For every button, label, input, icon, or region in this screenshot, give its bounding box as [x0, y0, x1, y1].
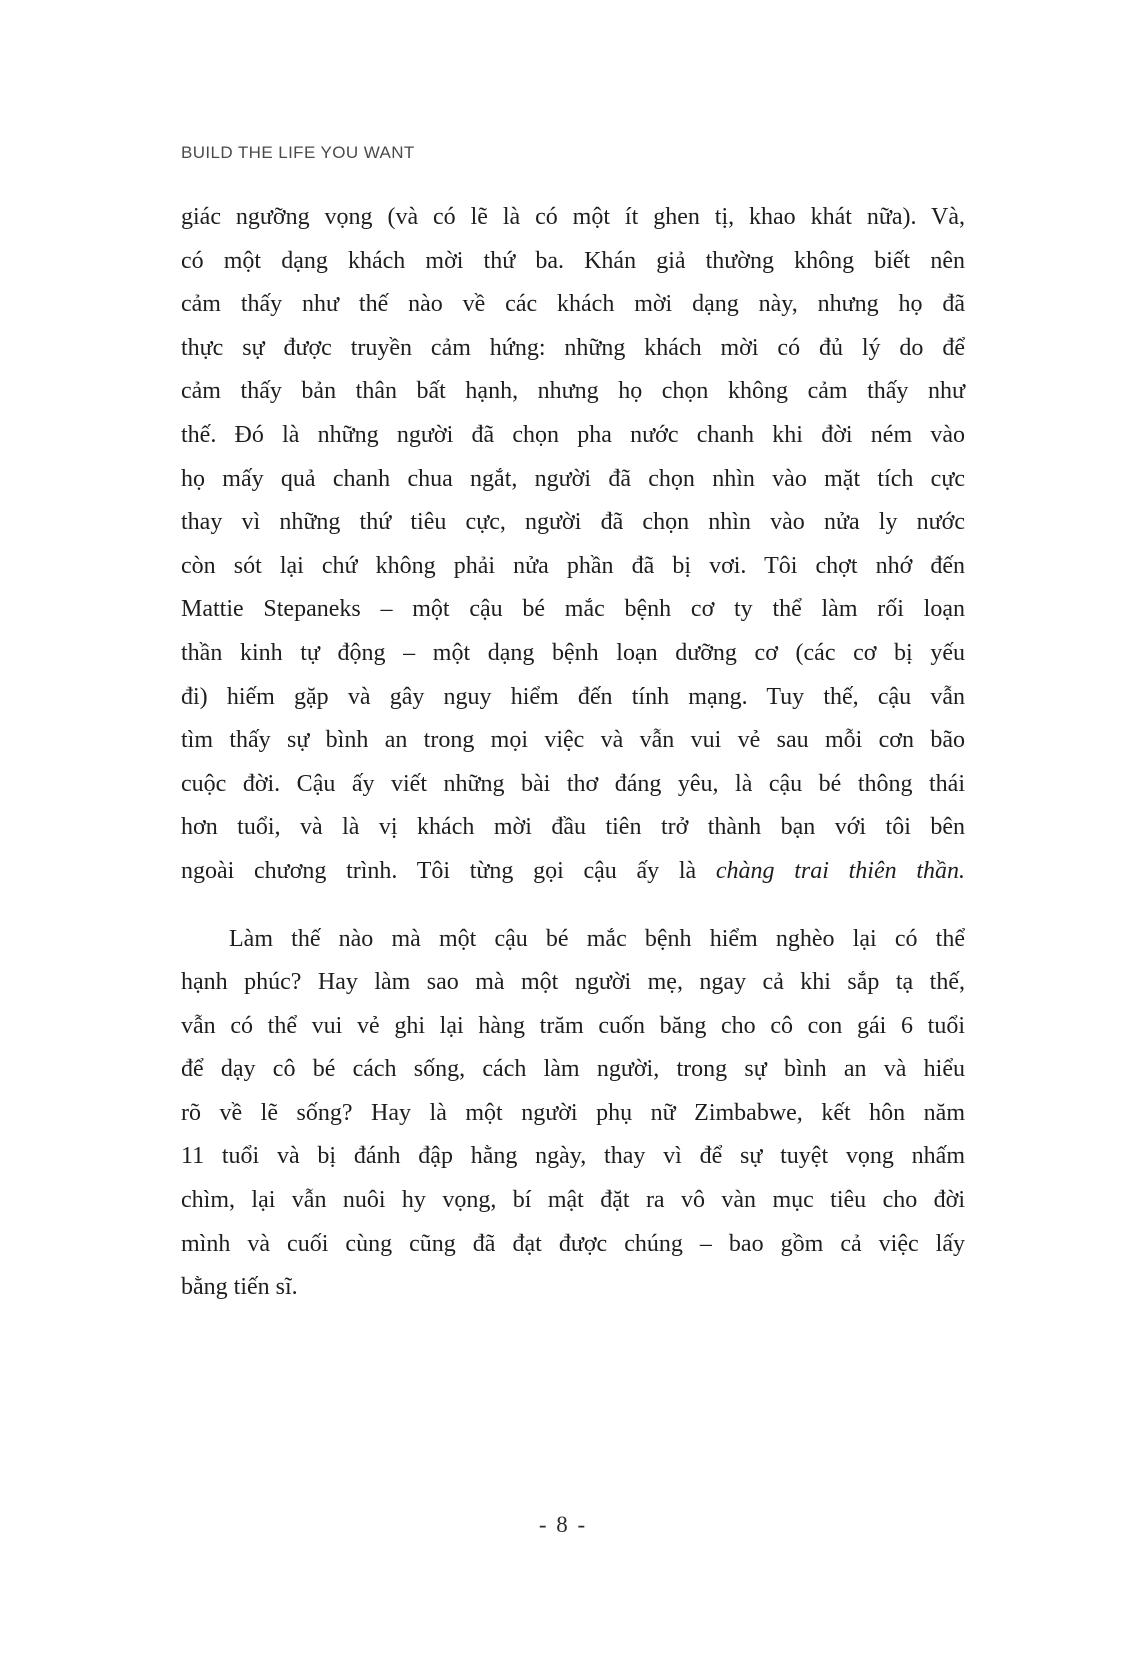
text-line: đi) hiếm gặp và gây nguy hiểm đến tính mạng. Tuy thế, cậu vẫn [181, 683, 965, 710]
text-line: thay vì những thứ tiêu cực, người đã chọn nhìn vào nửa ly nước [181, 509, 965, 536]
text-line: có một dạng khách mời thứ ba. Khán giả thường không biết nên [181, 247, 965, 274]
text-line [181, 850, 965, 894]
body-text [181, 196, 965, 1310]
running-header: BUILD THE LIFE YOU WANT [181, 143, 415, 162]
paragraph [181, 196, 965, 894]
page-number: - 8 - [538, 1512, 588, 1537]
text-line: hạnh phúc? Hay làm sao mà một người mẹ, ngay cả khi sắp tạ thế, [181, 969, 965, 996]
text-line: cuộc đời. Cậu ấy viết những bài thơ đáng yêu, là cậu bé thông thái [181, 770, 965, 797]
text-line: tìm thấy sự bình an trong mọi việc và vẫn vui vẻ sau mỗi cơn bão [181, 727, 965, 754]
text-line: họ mấy quả chanh chua ngắt, người đã chọn nhìn vào mặt tích cực [181, 465, 965, 492]
text-line: vẫn có thể vui vẻ ghi lại hàng trăm cuốn băng cho cô con gái 6 tuổi [181, 1012, 965, 1039]
text-line: còn sót lại chứ không phải nửa phần đã bị vơi. Tôi chợt nhớ đến [181, 552, 965, 579]
text-line: chìm, lại vẫn nuôi hy vọng, bí mật đặt ra vô vàn mục tiêu cho đời [181, 1187, 965, 1214]
text-line: Làm thế nào mà một cậu bé mắc bệnh hiểm nghèo lại có thể [229, 925, 965, 952]
text-line: thần kinh tự động – một dạng bệnh loạn dưỡng cơ (các cơ bị yếu [181, 639, 965, 666]
text-line: để dạy cô bé cách sống, cách làm người, trong sự bình an và hiểu [181, 1056, 965, 1083]
text-line: giác ngưỡng vọng (và có lẽ là có một ít ghen tị, khao khát nữa). Và, [181, 204, 965, 230]
text-line: Mattie Stepaneks – một cậu bé mắc bệnh cơ ty thể làm rối loạn [181, 596, 965, 623]
text-line: thế. Đó là những người đã chọn pha nước chanh khi đời ném vào [181, 421, 965, 448]
text-line: thực sự được truyền cảm hứng: những khách mời có đủ lý do để [181, 334, 965, 361]
text-line: cảm thấy bản thân bất hạnh, nhưng họ chọn không cảm thấy như [181, 378, 965, 405]
text-line: rõ về lẽ sống? Hay là một người phụ nữ Zimbabwe, kết hôn năm [181, 1099, 965, 1126]
text-line: 11 tuổi và bị đánh đập hằng ngày, thay vì để sự tuyệt vọng nhấm [181, 1143, 965, 1170]
text-line: bằng tiến sĩ. [181, 1274, 298, 1301]
text-line: cảm thấy như thế nào về các khách mời dạng này, nhưng họ đã [181, 291, 965, 318]
text-segment: ngoài chương trình. Tôi từng gọi cậu ấy là [181, 857, 716, 884]
text-line: mình và cuối cùng cũng đã đạt được chúng – bao gồm cả việc lấy [181, 1230, 965, 1257]
paragraph [181, 918, 965, 1310]
text-line: hơn tuổi, và là vị khách mời đầu tiên trở thành bạn với tôi bên [181, 814, 965, 841]
italic-phrase: chàng trai thiên thần. [715, 857, 966, 884]
